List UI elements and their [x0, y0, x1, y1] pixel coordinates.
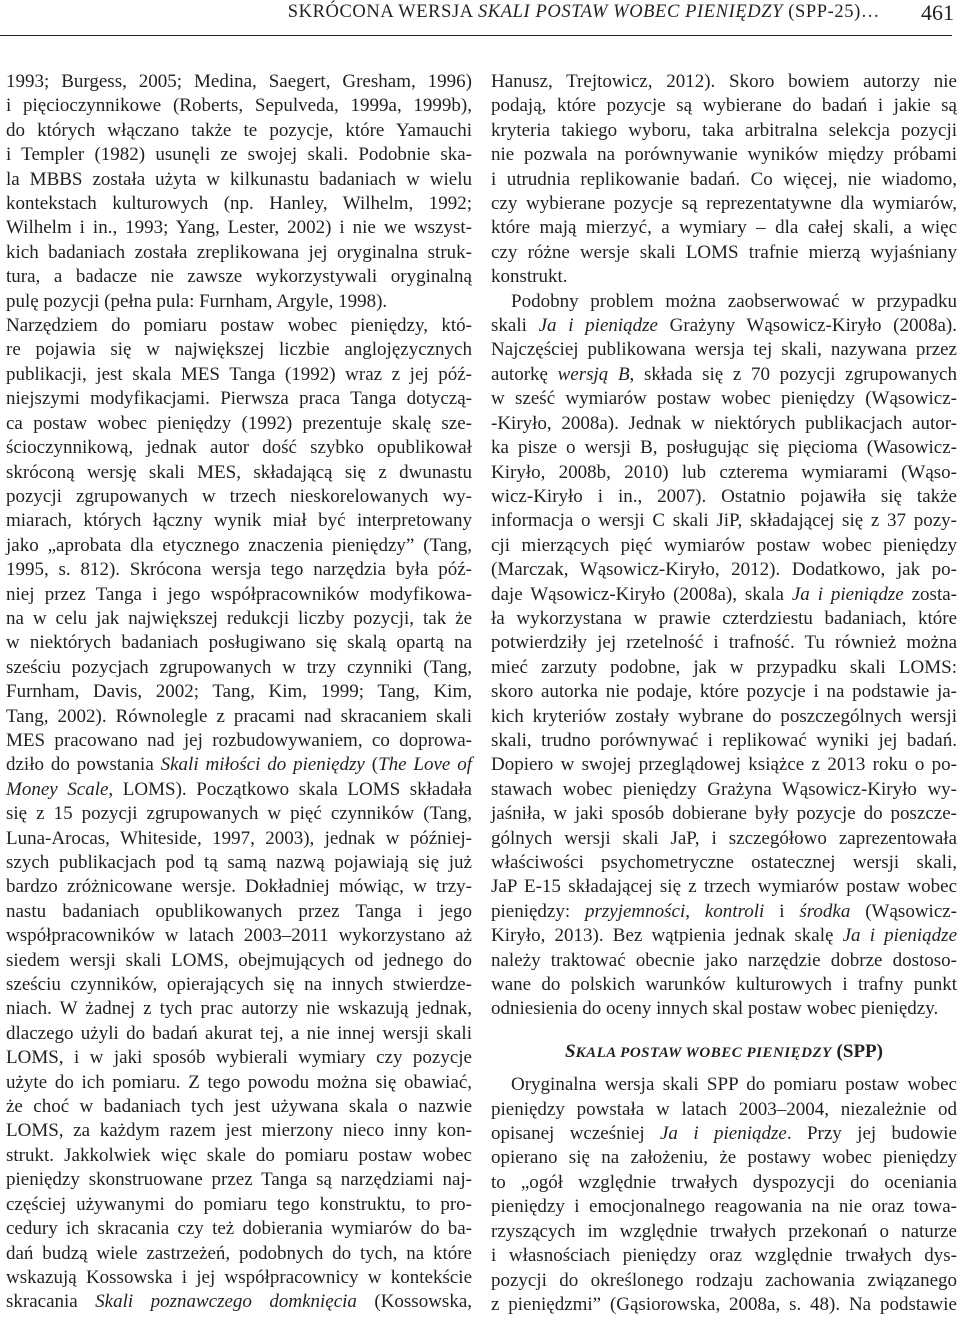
text-line: należy traktować obecnie jako narzędzie dobrze dostoso-	[491, 949, 957, 971]
text-line: MES pracowano nad jej rozbudowywaniem, co doprowa-	[6, 729, 472, 751]
text-line	[491, 314, 957, 338]
italic-title: The Love of	[378, 754, 473, 776]
text-line: i Templer (1982) usunęli ze swojej skali. Podobnie ska-	[6, 144, 472, 166]
text-line: kontekstach kulturowych (np. Hanley, Wilhelm, 1992;	[6, 193, 472, 215]
text-run: . Przy jej budowie	[786, 1123, 957, 1145]
text-run: zosta-	[903, 583, 957, 605]
text-line: ścioczynnikową, jednak autor dość szybko opublikował	[6, 437, 472, 459]
text-line: właściwości psychometryczne ostatecznej wersji skali,	[491, 852, 957, 873]
text-line: Podobny problem można zaobserwować w przypadku	[511, 290, 957, 312]
text-line	[491, 363, 957, 387]
running-head-title	[288, 2, 880, 23]
text-line: i własnościach pieniędzy oraz względnie trwałych dys-	[491, 1245, 957, 1267]
text-line: LOMS, za każdym razem jest mierzony nieco inny kon-	[6, 1120, 472, 1142]
text-run: i	[764, 900, 800, 922]
text-line: miarach, których łączny wynik miał być interpretowany	[6, 510, 472, 532]
text-line: Hanusz, Trejtowicz, 2012). Skoro bowiem autorzy nie	[491, 71, 957, 92]
text-line: pulę pozycji (pełna pula: Furnham, Argyle, 1998).	[6, 290, 388, 312]
text-line: potwierdziły jej rzetelność i trafność. Tu również można	[491, 632, 957, 654]
text-line: niejszymi modyfikacjami. Pierwsza praca Tanga dotyczą-	[6, 388, 472, 410]
italic-term: środka	[799, 900, 851, 922]
text-line: czy różne wersje skali LOMS trafnie mierzą wyjaśniany	[491, 241, 957, 263]
text-line	[491, 900, 957, 924]
text-line: opierano się na założeniu, że postawy wobec pieniędzy	[491, 1147, 957, 1169]
text-line	[6, 1290, 472, 1314]
running-head-text: SKRÓCONA WERSJA	[287, 2, 478, 22]
text-line: pozycji do określonego rodzaju zachowania związanego	[491, 1269, 957, 1291]
italic-title: Ja i pieniądze	[660, 1123, 787, 1145]
header-rule	[0, 35, 952, 36]
text-line: la MBBS została użyta w kilkunastu badaniach w wielu	[6, 168, 472, 190]
heading-abbrev: (SPP)	[836, 1040, 883, 1062]
italic-term: kontroli	[704, 900, 765, 922]
text-run: ,	[685, 900, 705, 922]
italic-title: Ja i pieniądze	[538, 315, 658, 337]
text-line: skali, trudno porównywać i replikować wyniki jej badań.	[491, 729, 957, 751]
text-line: czy wybierane pozycje są reprezentatywne dla wymiarów,	[491, 193, 957, 215]
text-line: sześciu pozycjach zgrupowanych w trzy czynniki (Tang,	[6, 656, 472, 678]
text-line: Tang, 2002). Równolegle z pracami nad skracaniem skali	[6, 705, 472, 727]
text-line: tura, a badacze nie zawsze wykorzystywali oryginalną	[6, 266, 472, 288]
text-line: do których włączano także te pozycje, które Yamauchi	[6, 119, 472, 141]
text-line: pozycji zgrupowanych w trzech nieskorelowanych wy-	[6, 485, 472, 507]
text-line: że choć w badaniach tych jest używana skala o nazwie	[6, 1096, 472, 1118]
text-run: pieniędzy:	[491, 900, 585, 922]
text-line: strukt. Jakkolwiek więc skale do pomiaru postaw wobec	[6, 1144, 472, 1166]
text-run: daje Wąsowicz-Kiryło (2008a), skala	[491, 583, 792, 605]
text-line	[6, 753, 472, 777]
text-line: pieniędzy skonstruowane przez Tanga są narzędziami naj-	[6, 1169, 472, 1191]
text-run: opisanej wcześniej	[491, 1123, 660, 1145]
running-header	[0, 0, 960, 36]
text-line: (Marczak, Wąsowicz-Kiryło, 2012). Dodatkowo, jak po-	[491, 559, 957, 581]
text-line: nie pozwala na porównywanie wyników między próbami	[491, 144, 957, 166]
text-line: na w celu jak największej redukcji liczby pozycji, tak że	[6, 607, 472, 629]
text-line: gólnych wersji skali JaP, i szczegółowo zaprezentowała	[491, 827, 957, 849]
text-line: rzyszących im względnie trwałych przekonań o naturze	[491, 1220, 957, 1242]
text-line: i pięcioczynnikowe (Roberts, Sepulveda, 1999a, 1999b),	[6, 95, 472, 117]
text-line	[491, 924, 957, 948]
text-run: (Wąsowicz-	[850, 900, 958, 922]
text-line: szych publikacjach pod tą samą nazwą pojawiają się już	[6, 852, 472, 873]
text-line	[491, 583, 957, 607]
text-run: , składa się z 70 pozycji zgrupowanych	[629, 363, 957, 385]
italic-term: wersją B	[557, 363, 630, 385]
running-head-text-end: (SPP-25)…	[783, 2, 880, 22]
text-line: użyte do ich pomiaru. Z tego powodu można się obawiać,	[6, 1071, 472, 1093]
text-run: (Kossowska,	[356, 1291, 473, 1313]
text-line	[6, 778, 472, 802]
text-line: skoro autorka nie podaje, które pozycje i na podstawie ja-	[491, 681, 957, 703]
text-line: Oryginalna wersja skali SPP do pomiaru postaw wobec	[511, 1074, 957, 1096]
text-line: się z 15 pozycji zgrupowanych w pięć czynników (Tang,	[6, 803, 472, 825]
text-line: ła wykorzystana w prawie czterdziestu badaniach, które	[491, 607, 957, 629]
text-line: kryteria takiego wyboru, taka arbitralna selekcja pozycji	[491, 119, 957, 141]
left-column	[6, 70, 472, 1315]
text-line: ka pisze o wersji B, posługując się pięcioma (Wasowicz-	[491, 437, 957, 459]
text-line: nastu badaniach opublikowanych przez Tanga i jego	[6, 900, 472, 922]
text-line: to „ogół względnie trwałych dyspozycji do oceniania	[491, 1171, 957, 1193]
heading-initial: S	[565, 1040, 576, 1062]
text-line: wicz-Kiryło i in., 2007). Ostatnio pojawiła się także	[491, 485, 957, 507]
text-run: Kiryło, 2013). Bez wątpienia jednak skalę	[491, 925, 843, 947]
text-line: LOMS, i w jaki sposób wybierali wymiary czy pozycje	[6, 1047, 472, 1069]
text-line: Luna-Arocas, Whiteside, 1997, 2003), jednak w później-	[6, 827, 472, 849]
italic-title: Skali miłości do pieniędzy	[160, 754, 365, 776]
text-line: dań budzą wiele zastrzeżeń, podobnych do tych, na które	[6, 1242, 472, 1264]
text-line: Dopiero w swojej przeglądowej książce z 2013 roku o po-	[491, 754, 957, 776]
section-heading	[491, 1040, 957, 1065]
text-line: bardzo zróżnicowane wersje. Dokładniej mówiąc, w trzy-	[6, 876, 472, 898]
text-line: Furnham, Davis, 2002; Tang, Kim, 1999; Tang, Kim,	[6, 681, 472, 703]
running-head-italic-text: SKALI POSTAW WOBEC PIENIĘDZY	[477, 2, 784, 22]
text-line: Wilhelm i in., 1993; Yang, Lester, 2002) i nie we wszyst-	[6, 217, 472, 239]
text-line: z pieniędzmi” (Gąsiorowska, 2008a, s. 48). Na podstawie	[491, 1293, 957, 1315]
italic-title: Ja i pieniądze	[791, 583, 904, 605]
text-line: i utrudnia replikowanie badań. Co więcej, nie wiadomo,	[491, 168, 957, 190]
text-line: częściej używanymi do pomiaru tego konstruktu, to pro-	[6, 1193, 472, 1215]
text-line: 1993; Burgess, 2005; Medina, Saegert, Gresham, 1996)	[6, 71, 472, 92]
text-line: ca postaw wobec pieniędzy (1992) prezentuje skalę sze-	[6, 412, 472, 434]
page-number: 461	[921, 0, 954, 25]
text-line: które mają mierzyć, a wymiary – dla całej skali, a więc	[491, 217, 957, 239]
text-line: dlaczego użyli do badań akurat tej, a nie innej wersji skali	[6, 1022, 472, 1044]
text-line: w sześć wymiarów postaw wobec pieniędzy (Wąsowicz-	[491, 388, 957, 410]
text-line: Kiryło, 2008b, 2010) lub czterema wymiarami (Wąso-	[491, 461, 957, 483]
text-line: jaśniła, w jaki sposób dobierane były pozycje do poszcze-	[491, 803, 957, 825]
text-line: skróconą wersję skali MES, składającą się z dwunastu	[6, 461, 472, 483]
text-line: Najczęściej publikowana wersja tej skali, nazywana przez	[491, 339, 957, 361]
text-line: stawach wobec pieniędzy Grażyna Wąsowicz-Kiryło wy-	[491, 778, 957, 800]
italic-title: Ja i pieniądze	[842, 925, 958, 947]
text-line: kich badaniach została zreplikowana jej oryginalna struk-	[6, 241, 472, 263]
text-run: skracania	[6, 1291, 96, 1313]
text-line: cji mierzących pięć wymiarów postaw wobec pieniędzy	[491, 534, 957, 556]
text-line: publikacji, jest skala MES Tanga (1992) wraz z jej póź-	[6, 363, 472, 385]
text-line: niach. W żadnej z tych prac autorzy nie wskazują jednak,	[6, 998, 472, 1020]
text-line: kich kryteriów zostały wybrane do poszczególnych wersji	[491, 705, 957, 727]
text-run: Grażyny Wąsowicz-Kiryło (2008a).	[657, 315, 958, 337]
text-line: cedury ich skracania czy też dobierania wymiarów do ba-	[6, 1218, 472, 1240]
text-line	[491, 1122, 957, 1146]
text-line: odniesienia do oceny innych skal postaw wobec pieniędzy.	[491, 998, 939, 1020]
text-line: jako „aprobata dla etycznego znaczenia pieniędzy” (Tang,	[6, 534, 472, 556]
heading-small-caps: KALA POSTAW WOBEC PIENIĘDZY	[575, 1044, 832, 1061]
italic-title: Skali poznawczego domknięcia	[95, 1291, 357, 1313]
text-line: współpracowników w latach 2003–2011 wykorzystano aż	[6, 925, 472, 947]
text-line: w niektórych badaniach posługiwano się skalą opartą na	[6, 632, 472, 654]
text-line: mieć zarzuty podobne, jak w przypadku skali LOMS:	[491, 656, 957, 678]
text-run: skali	[491, 315, 539, 337]
text-line: niej przez Tanga i jego współpracowników modyfikowa-	[6, 583, 472, 605]
text-line: podają, które pozycje są wybierane do badań i jakie są	[491, 95, 957, 117]
text-line: sześciu czynników, opierających się na innych stwierdze-	[6, 974, 472, 996]
text-run: (	[364, 754, 379, 776]
text-line: Narzędziem do pomiaru postaw wobec pieniędzy, któ-	[6, 315, 472, 337]
text-line: -Kiryło, 2008a). Jednak w niektórych publikacjach autor-	[491, 412, 957, 434]
text-line: JaP E-15 składającej się z trzech wymiarów postaw wobec	[491, 876, 957, 898]
italic-title: Money Scale,	[6, 778, 114, 800]
text-run: dziło do powstania	[6, 754, 161, 776]
text-line: wane do polskich warunków kulturowych i trafny punkt	[491, 974, 957, 996]
italic-term: przyjemności	[585, 900, 686, 922]
text-line: 1995, s. 812). Skrócona wersja tego narzędzia była póź-	[6, 559, 472, 581]
text-line: re pojawia się w największej liczbie anglojęzycznych	[6, 339, 472, 361]
text-line: siedem wersji skali LOMS, obejmujących od jednego do	[6, 949, 472, 971]
text-line: pieniędzy powstała w latach 2003–2004, niezależnie od	[491, 1098, 957, 1120]
text-line: pieniędzy i emocjonalnego reagowania na nie oraz towa-	[491, 1196, 957, 1218]
text-line: informacja o wersji C skali JiP, składającej się z 37 pozy-	[491, 510, 957, 532]
text-line: wskazują Kossowska i jej współpracownicy w kontekście	[6, 1266, 472, 1288]
text-line: konstrukt.	[491, 266, 568, 288]
text-run: autorkę	[491, 363, 558, 385]
text-run: LOMS). Początkowo skala LOMS składała	[113, 778, 472, 800]
right-column	[491, 70, 957, 1317]
